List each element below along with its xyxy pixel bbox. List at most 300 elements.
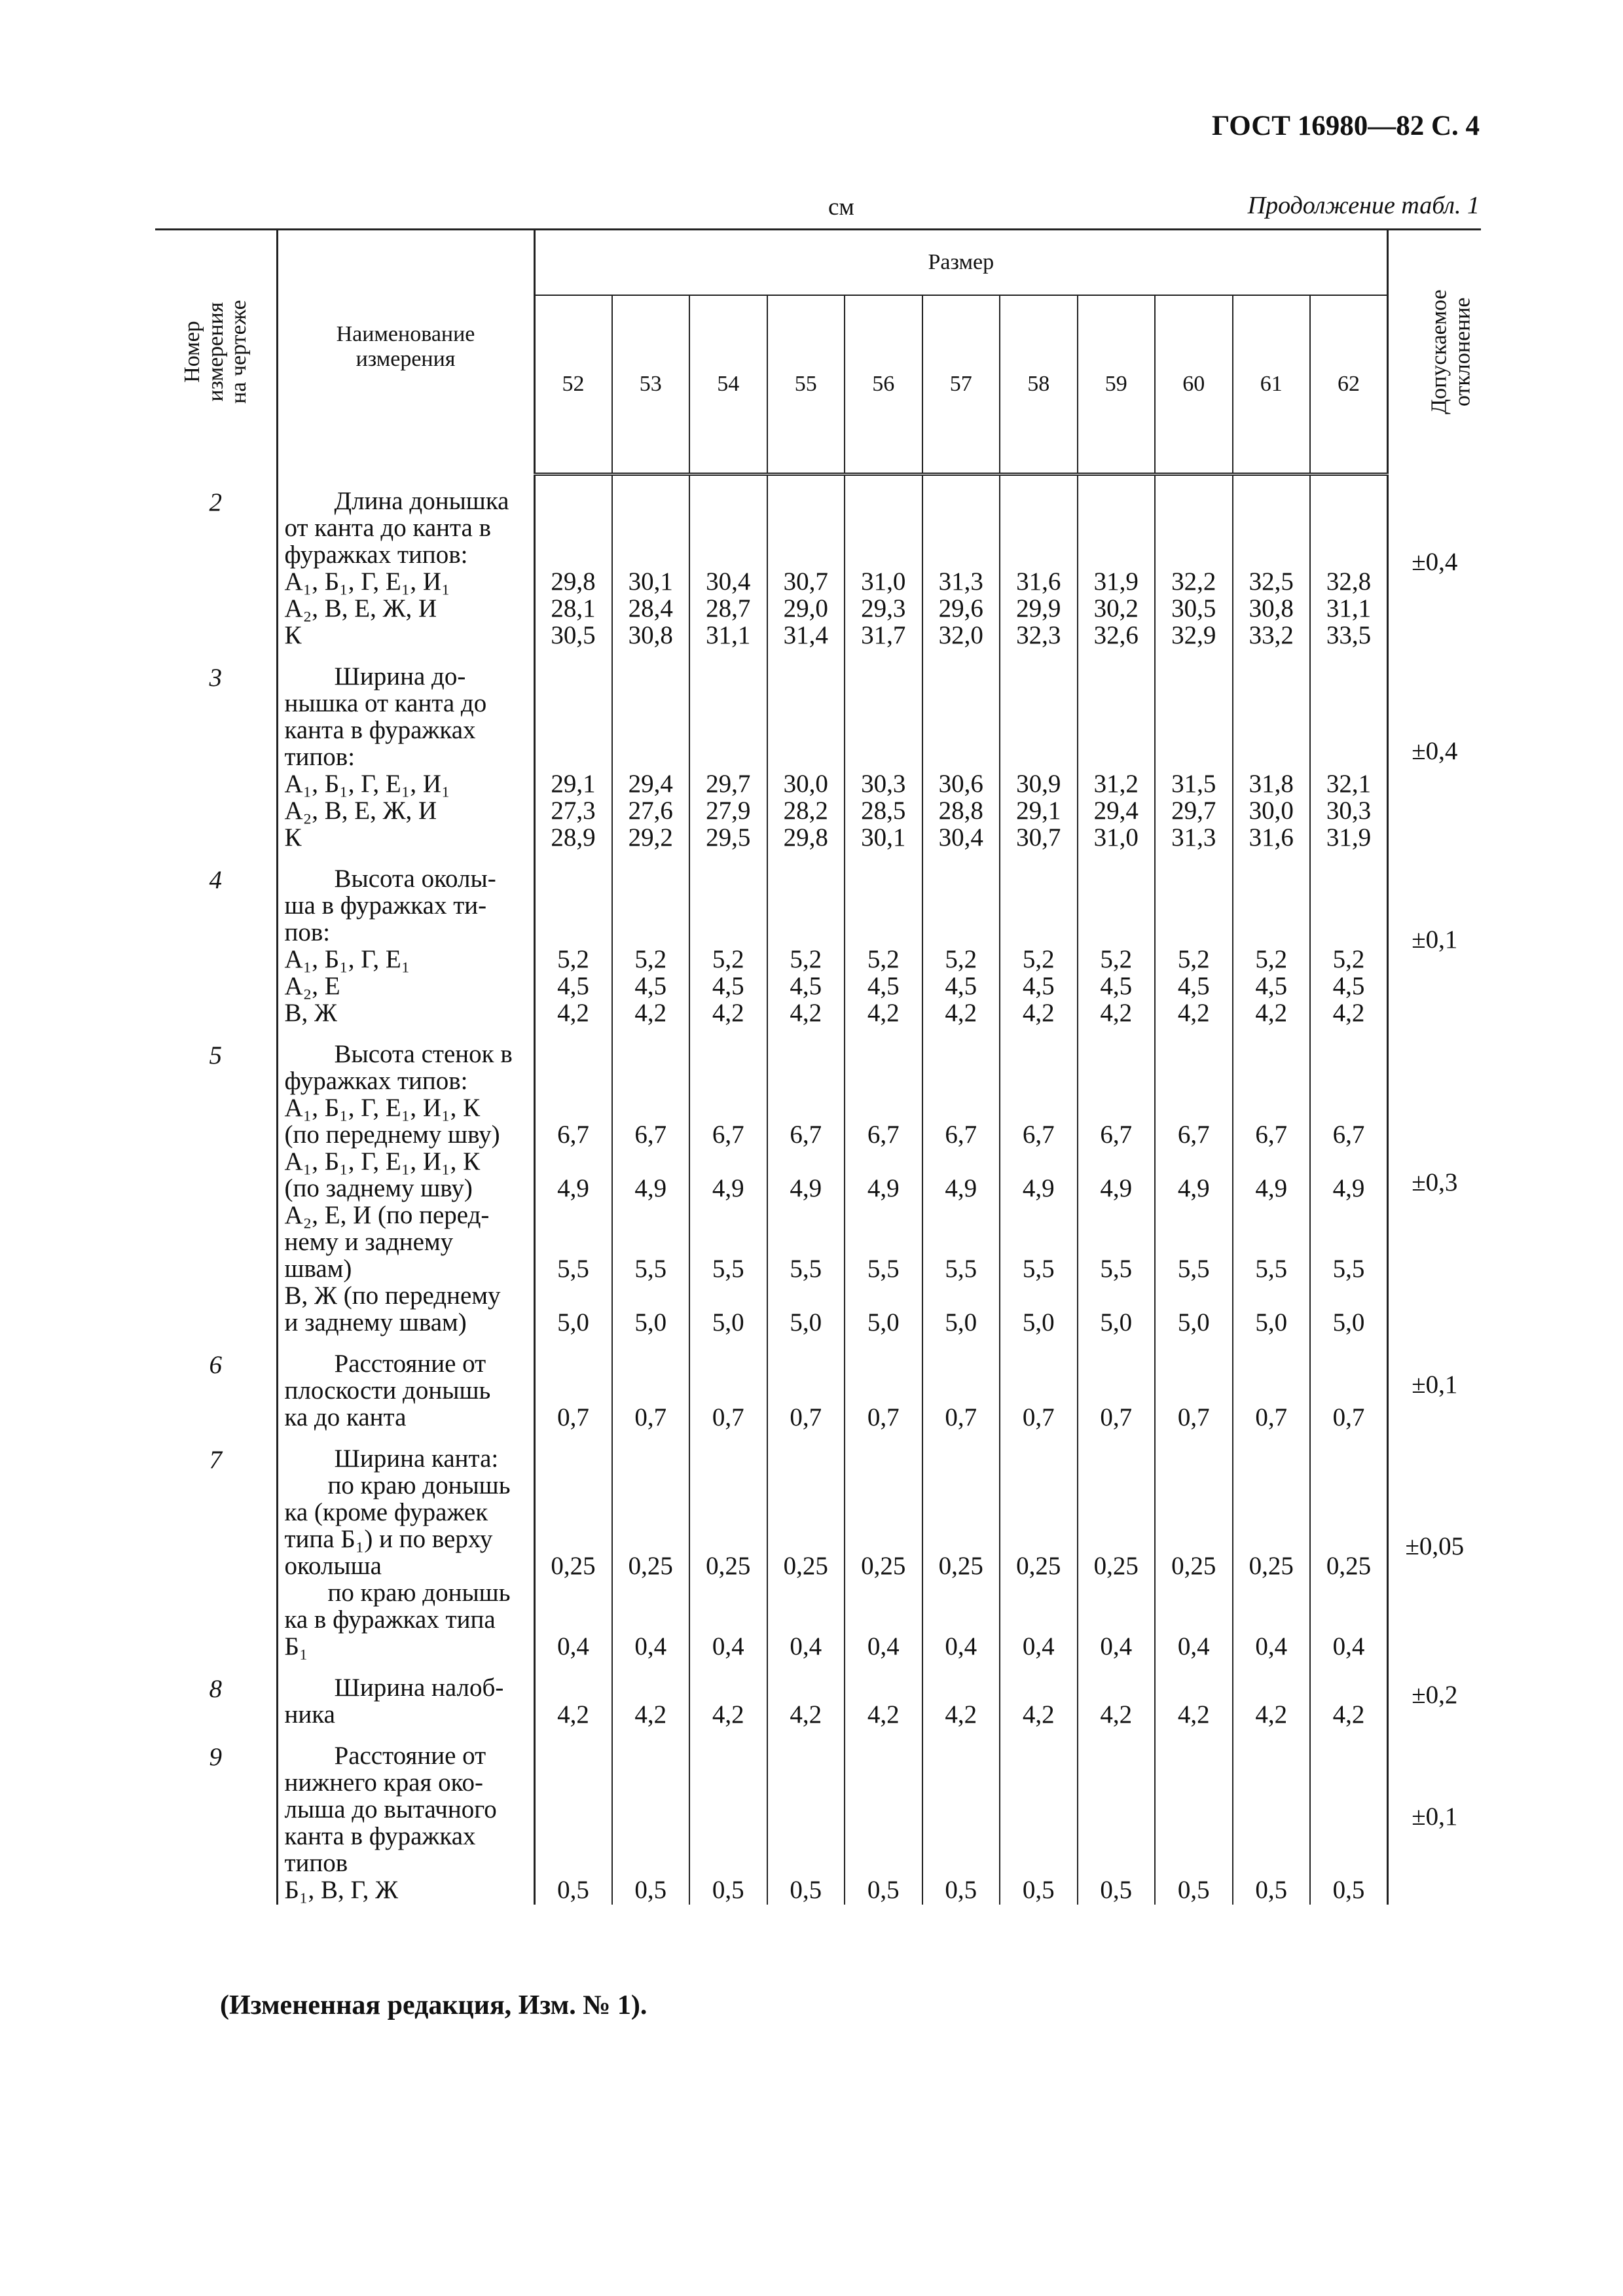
value-line: 5,5: [945, 1254, 977, 1283]
value-line: [1078, 1606, 1155, 1633]
value-line: 0,7: [634, 1403, 667, 1431]
value-line: [768, 744, 845, 770]
value-line: [613, 1674, 689, 1701]
value-line: [845, 1148, 922, 1175]
value-line: [1311, 717, 1387, 744]
tolerance-cell: ±0,1: [1412, 1370, 1458, 1399]
value-line: [536, 1742, 611, 1769]
value-line: 32,6: [1093, 620, 1139, 649]
value-line: [845, 690, 922, 717]
value-line: [1156, 1377, 1232, 1404]
value-cell: [1310, 852, 1388, 1028]
value-cell: [845, 1337, 922, 1432]
value-line: [768, 1823, 845, 1850]
value-line: [613, 1579, 689, 1606]
value-line: [845, 717, 922, 744]
value-line: 30,6: [938, 769, 983, 798]
value-line: 33,5: [1326, 620, 1372, 649]
value-line: 0,5: [945, 1875, 977, 1904]
value-line: 5,0: [1177, 1308, 1210, 1336]
value-line: [923, 1377, 1000, 1404]
value-line: [768, 1674, 845, 1701]
value-line: 31,8: [1249, 769, 1294, 798]
row-number: 5: [209, 1041, 222, 1069]
value-line: [1311, 1850, 1387, 1876]
value-line: [845, 1067, 922, 1094]
value-line: [768, 865, 845, 892]
value-line: [1156, 1674, 1232, 1701]
value-line: [1000, 1282, 1077, 1309]
row-name-line: (по заднему шву): [284, 1174, 473, 1202]
value-line: [923, 1202, 1000, 1229]
value-line: 6,7: [1255, 1120, 1288, 1149]
value-line: [845, 1350, 922, 1377]
value-line: [1311, 1499, 1387, 1526]
value-line: 0,25: [1326, 1551, 1372, 1580]
value-line: [1078, 514, 1155, 541]
row-name-line: фуражках типов:: [284, 540, 468, 569]
value-line: 6,7: [1022, 1120, 1055, 1149]
row-name-line: А₁, Б₁, Г, Е₁, И₁: [284, 769, 450, 798]
value-line: [1078, 1796, 1155, 1823]
row-number: 2: [209, 488, 222, 516]
value-line: 32,2: [1171, 567, 1216, 596]
value-line: 0,5: [557, 1875, 589, 1904]
value-line: [536, 1350, 611, 1377]
row-name-line: Расстояние от: [334, 1349, 486, 1378]
value-line: [1311, 865, 1387, 892]
value-line: [690, 1769, 767, 1796]
value-cell: [1155, 650, 1233, 852]
size-header-55: 55: [767, 295, 845, 475]
value-line: 0,7: [1177, 1403, 1210, 1431]
value-line: [1156, 1472, 1232, 1499]
value-line: [613, 1606, 689, 1633]
value-cell: [1000, 1661, 1078, 1729]
value-line: [1233, 514, 1310, 541]
value-line: 4,2: [1177, 1700, 1210, 1729]
value-line: [768, 1796, 845, 1823]
value-line: [923, 919, 1000, 946]
value-line: [613, 1350, 689, 1377]
value-line: [613, 1067, 689, 1094]
value-line: [690, 1350, 767, 1377]
value-line: [536, 1526, 611, 1552]
value-line: [613, 1850, 689, 1876]
value-line: [613, 865, 689, 892]
value-line: [690, 1850, 767, 1876]
size-header-61: 61: [1233, 295, 1311, 475]
value-cell: [767, 852, 845, 1028]
value-line: [536, 1148, 611, 1175]
value-line: [690, 1148, 767, 1175]
value-line: 0,7: [1255, 1403, 1288, 1431]
value-line: 6,7: [945, 1120, 977, 1149]
col-header-number: [155, 230, 277, 475]
value-line: 4,9: [1022, 1174, 1055, 1202]
value-line: 4,5: [1332, 971, 1365, 1000]
value-line: [1156, 1067, 1232, 1094]
value-line: [1233, 1445, 1310, 1472]
value-line: 30,5: [1171, 594, 1216, 622]
value-line: [613, 1499, 689, 1526]
header-line: Номер: [179, 321, 204, 383]
value-cell: [1310, 1028, 1388, 1337]
value-line: 0,7: [1022, 1403, 1055, 1431]
value-line: [536, 1282, 611, 1309]
row-name-line: типа Б₁) и по верху: [284, 1524, 493, 1553]
value-cell: [612, 650, 690, 852]
row-name-line: А₁, Б₁, Г, Е₁: [284, 944, 410, 973]
value-line: [923, 1148, 1000, 1175]
value-line: 4,2: [1255, 1700, 1288, 1729]
value-line: 4,2: [867, 998, 900, 1027]
value-line: [845, 1823, 922, 1850]
value-line: [768, 1067, 845, 1094]
value-line: 29,4: [628, 769, 673, 798]
value-line: [1311, 892, 1387, 919]
value-cell: [534, 1661, 612, 1729]
value-cell: [612, 852, 690, 1028]
value-line: [1311, 1823, 1387, 1850]
tolerance-cell: ±0,3: [1412, 1168, 1458, 1196]
value-line: 31,5: [1171, 769, 1216, 798]
value-line: [1233, 1499, 1310, 1526]
value-line: [690, 1472, 767, 1499]
value-line: 6,7: [1100, 1120, 1133, 1149]
value-line: [845, 1472, 922, 1499]
header-line: Допускаемое: [1427, 289, 1451, 414]
value-line: 5,0: [1022, 1308, 1055, 1336]
document-header: ГОСТ 16980—82 С. 4: [1211, 111, 1480, 141]
value-line: [845, 1094, 922, 1121]
value-line: 5,0: [634, 1308, 667, 1336]
value-line: [923, 541, 1000, 568]
value-line: 5,5: [1255, 1254, 1288, 1283]
value-line: 4,5: [634, 971, 667, 1000]
value-line: 30,3: [1326, 796, 1372, 825]
value-line: [1311, 1526, 1387, 1552]
value-line: 4,2: [1177, 998, 1210, 1027]
value-line: 4,2: [1332, 1700, 1365, 1729]
value-line: 0,5: [790, 1875, 822, 1904]
value-line: [613, 1377, 689, 1404]
value-line: [768, 1850, 845, 1876]
value-line: 5,0: [1255, 1308, 1288, 1336]
value-line: [1078, 1377, 1155, 1404]
value-line: [1233, 541, 1310, 568]
value-line: 4,9: [634, 1174, 667, 1202]
value-line: [845, 1445, 922, 1472]
value-line: [1311, 1377, 1387, 1404]
value-line: 31,7: [861, 620, 906, 649]
value-line: 31,1: [1326, 594, 1372, 622]
value-cell: [922, 1337, 1000, 1432]
value-cell: [922, 475, 1000, 650]
value-line: 0,4: [1022, 1632, 1055, 1660]
row-name-line: ша в фуражках ти-: [284, 891, 487, 920]
value-line: [690, 1674, 767, 1701]
value-line: 4,2: [712, 1700, 744, 1729]
value-cell: [845, 1729, 922, 1905]
value-line: [845, 1769, 922, 1796]
value-line: [768, 690, 845, 717]
tolerance-cell: ±0,1: [1412, 1803, 1458, 1831]
value-line: 4,2: [1022, 1700, 1055, 1729]
value-line: 0,4: [712, 1632, 744, 1660]
value-cell: [534, 650, 612, 852]
value-cell: [1155, 475, 1233, 650]
value-line: [1000, 1526, 1077, 1552]
value-line: [1311, 1445, 1387, 1472]
value-line: [845, 663, 922, 690]
value-line: [1078, 744, 1155, 770]
size-header-60: 60: [1155, 295, 1233, 475]
value-line: 27,9: [706, 796, 751, 825]
value-line: [1156, 1445, 1232, 1472]
value-cell: [1233, 1028, 1311, 1337]
value-line: [768, 1769, 845, 1796]
value-cell: [612, 1028, 690, 1337]
value-line: 4,9: [1177, 1174, 1210, 1202]
row-name-line: типов: [284, 1848, 348, 1877]
value-line: [845, 1850, 922, 1876]
value-line: 28,1: [551, 594, 596, 622]
value-line: 0,25: [1249, 1551, 1294, 1580]
value-line: [1078, 1094, 1155, 1121]
value-line: 0,5: [1255, 1875, 1288, 1904]
value-line: [1156, 1282, 1232, 1309]
value-line: [1156, 1350, 1232, 1377]
row-name-line: В, Ж (по переднему: [284, 1281, 501, 1310]
value-cell: [845, 1661, 922, 1729]
value-line: 4,5: [1100, 971, 1133, 1000]
amendment-note: (Измененная редакция, Изм. № 1).: [220, 1990, 647, 2020]
value-cell: [534, 1729, 612, 1905]
value-line: 30,0: [783, 769, 828, 798]
value-line: [1000, 1067, 1077, 1094]
value-line: 6,7: [867, 1120, 900, 1149]
value-line: [1311, 1350, 1387, 1377]
value-line: 5,5: [634, 1254, 667, 1283]
col-header-tolerance: [1388, 230, 1481, 475]
value-line: [613, 1229, 689, 1255]
value-line: [690, 1202, 767, 1229]
value-line: [768, 514, 845, 541]
value-line: [768, 1202, 845, 1229]
value-cell: [767, 650, 845, 852]
value-line: 4,5: [712, 971, 744, 1000]
value-line: [845, 1674, 922, 1701]
value-line: [536, 514, 611, 541]
value-line: [923, 892, 1000, 919]
value-line: [768, 1472, 845, 1499]
value-line: [690, 690, 767, 717]
value-line: 0,7: [557, 1403, 589, 1431]
value-line: [1000, 1041, 1077, 1067]
value-line: [1078, 1282, 1155, 1309]
value-line: [768, 1499, 845, 1526]
value-line: [536, 1579, 611, 1606]
value-line: [1000, 1229, 1077, 1255]
value-line: [690, 865, 767, 892]
value-line: [1078, 865, 1155, 892]
value-line: 31,3: [938, 567, 983, 596]
value-line: [613, 919, 689, 946]
row-name-line: А₂, Е, И (по перед-: [284, 1200, 490, 1229]
value-line: [1156, 892, 1232, 919]
value-line: [1000, 919, 1077, 946]
value-line: [1156, 1094, 1232, 1121]
value-line: [1078, 1041, 1155, 1067]
row-name: [277, 1337, 534, 1432]
value-line: [923, 1229, 1000, 1255]
value-line: [690, 1282, 767, 1309]
value-line: [1233, 1094, 1310, 1121]
value-line: [1078, 1202, 1155, 1229]
value-line: 4,2: [945, 1700, 977, 1729]
value-cell: [612, 1661, 690, 1729]
value-line: [845, 541, 922, 568]
value-cell: [612, 1729, 690, 1905]
value-cell: [534, 475, 612, 650]
value-cell: [612, 475, 690, 650]
value-cell: [1000, 475, 1078, 650]
value-cell: [689, 650, 767, 852]
value-line: [1000, 1579, 1077, 1606]
value-line: [845, 1526, 922, 1552]
value-line: [845, 744, 922, 770]
value-line: [923, 488, 1000, 514]
value-line: 29,7: [1171, 796, 1216, 825]
value-line: [768, 1579, 845, 1606]
value-cell: [845, 852, 922, 1028]
value-line: [690, 1094, 767, 1121]
value-line: [768, 1445, 845, 1472]
value-cell: [1000, 1729, 1078, 1905]
value-line: [1156, 1823, 1232, 1850]
value-line: [613, 488, 689, 514]
value-line: 4,5: [867, 971, 900, 1000]
value-line: 29,7: [706, 769, 751, 798]
value-line: [923, 717, 1000, 744]
value-line: [845, 919, 922, 946]
value-cell: [534, 1432, 612, 1661]
value-line: [1233, 892, 1310, 919]
value-line: [536, 541, 611, 568]
value-line: 31,9: [1326, 823, 1372, 852]
value-line: 0,7: [790, 1403, 822, 1431]
value-line: 6,7: [1332, 1120, 1365, 1149]
value-line: 31,1: [706, 620, 751, 649]
value-line: [1078, 1526, 1155, 1552]
tolerance-cell: ±0,4: [1412, 736, 1458, 765]
value-line: 4,9: [790, 1174, 822, 1202]
value-cell: [1233, 1729, 1311, 1905]
value-line: [1000, 1769, 1077, 1796]
value-line: [536, 1674, 611, 1701]
value-line: [1000, 663, 1077, 690]
row-name-line: Высота стенок в: [334, 1039, 513, 1068]
value-line: 30,4: [706, 567, 751, 596]
value-line: [536, 1499, 611, 1526]
value-line: [1078, 1850, 1155, 1876]
row-name-line: К: [284, 620, 302, 649]
value-line: [1311, 690, 1387, 717]
value-line: [1000, 1606, 1077, 1633]
value-line: [613, 663, 689, 690]
table-row: [155, 1028, 1481, 1337]
value-line: [613, 1202, 689, 1229]
value-line: [1233, 1282, 1310, 1309]
value-line: [1156, 1148, 1232, 1175]
value-line: 0,5: [712, 1875, 744, 1904]
value-line: 5,0: [790, 1308, 822, 1336]
value-line: 5,2: [634, 944, 667, 973]
value-cell: [1233, 475, 1311, 650]
value-cell: [1078, 475, 1156, 650]
value-line: [768, 919, 845, 946]
value-line: 30,1: [861, 823, 906, 852]
value-cell: [1233, 650, 1311, 852]
value-cell: [1078, 1661, 1156, 1729]
row-name-line: А₁, Б₁, Г, Е₁, И₁: [284, 567, 450, 596]
value-line: [1233, 744, 1310, 770]
value-line: [1156, 1526, 1232, 1552]
value-line: [1233, 1472, 1310, 1499]
value-line: 30,7: [1016, 823, 1061, 852]
value-line: 28,9: [551, 823, 596, 852]
value-line: [1078, 1229, 1155, 1255]
value-line: [1078, 717, 1155, 744]
value-line: 6,7: [1177, 1120, 1210, 1149]
value-line: 4,2: [1332, 998, 1365, 1027]
value-line: [1000, 1850, 1077, 1876]
value-line: [1233, 1377, 1310, 1404]
value-line: 29,1: [1016, 796, 1061, 825]
value-cell: [767, 1432, 845, 1661]
value-line: [1311, 1148, 1387, 1175]
value-line: 5,2: [790, 944, 822, 973]
value-line: [845, 1606, 922, 1633]
value-line: [1156, 865, 1232, 892]
value-line: [1311, 663, 1387, 690]
value-line: 29,0: [783, 594, 828, 622]
value-line: [1156, 514, 1232, 541]
value-line: [690, 1823, 767, 1850]
value-line: [1000, 1674, 1077, 1701]
value-cell: [922, 852, 1000, 1028]
table-row: [155, 475, 1481, 650]
value-line: 29,9: [1016, 594, 1061, 622]
value-line: 30,4: [938, 823, 983, 852]
value-line: [1156, 1499, 1232, 1526]
header-line: отклонение: [1450, 297, 1475, 406]
value-line: 0,25: [551, 1551, 596, 1580]
value-line: 4,2: [634, 998, 667, 1027]
value-line: [845, 1229, 922, 1255]
row-name-line: ника: [284, 1700, 335, 1729]
value-line: 30,0: [1249, 796, 1294, 825]
row-name-line: Ширина налоб-: [334, 1673, 504, 1702]
value-line: 28,7: [706, 594, 751, 622]
value-line: [690, 488, 767, 514]
header-line: Наименование: [336, 322, 475, 346]
value-line: 4,9: [712, 1174, 744, 1202]
value-cell: [922, 650, 1000, 852]
value-cell: [1078, 1028, 1156, 1337]
value-cell: [689, 1028, 767, 1337]
